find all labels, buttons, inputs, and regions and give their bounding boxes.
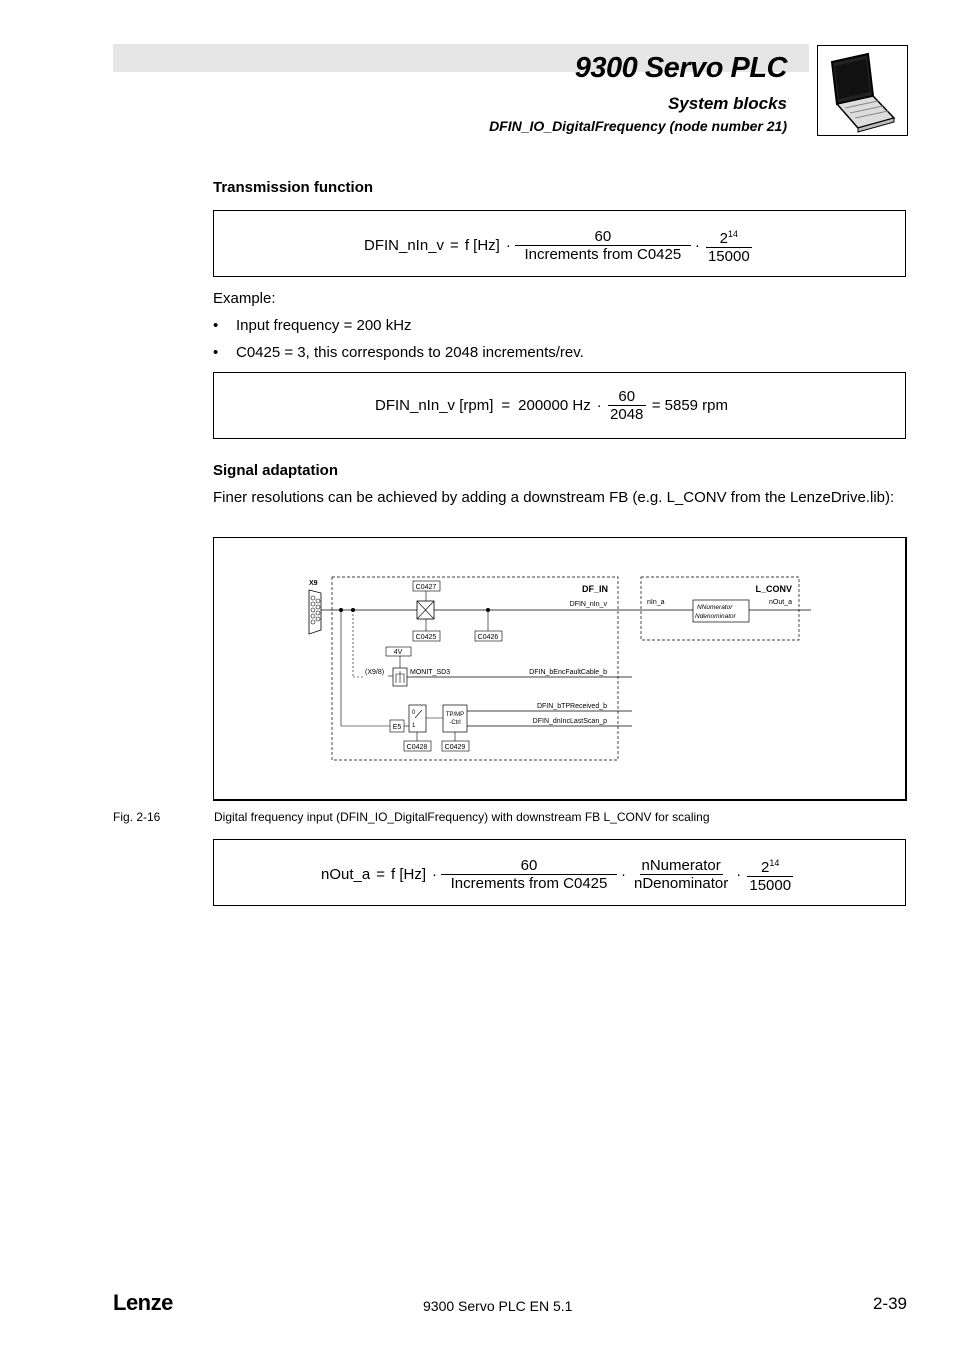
section-title: System blocks [667, 94, 787, 113]
power-exponent: 14 [727, 229, 738, 239]
formula-fraction-2 [706, 226, 752, 265]
bullet-icon: • [213, 344, 219, 361]
fraction-numerator [706, 226, 752, 248]
ndenominator-label: Ndenominator [695, 613, 736, 620]
x9-label: X9 [309, 580, 318, 587]
signal-heading: Signal adaptation [213, 462, 339, 479]
power-exponent: 14 [769, 858, 780, 868]
formula-lhs: nOut_a [321, 866, 371, 883]
list-item [213, 317, 412, 334]
list-item-text: Input frequency = 200 kHz [236, 317, 412, 334]
lconv-title: L_CONV [755, 584, 792, 594]
example-formula-box [213, 372, 906, 439]
subsection-title: DFIN_IO_DigitalFrequency (node number 21) [489, 118, 787, 134]
fraction-denominator: 15000 [749, 877, 792, 894]
formula-dot: · [505, 237, 511, 254]
example-formula [375, 388, 728, 423]
formula-fraction-3 [747, 855, 793, 894]
formula-lhs: DFIN_nIn_v [rpm] [375, 397, 494, 414]
x98-label: (X9/8) [365, 669, 385, 676]
c0429-label: C0429 [444, 744, 466, 751]
formula-fraction-1 [443, 857, 615, 892]
last-scan-label: DFIN_dnIncLastScan_p [532, 718, 607, 725]
x9-connector [309, 590, 321, 634]
fraction-numerator: nNumerator [641, 857, 721, 874]
list-item [213, 344, 584, 361]
formula-dot: · [432, 866, 437, 883]
formula-eq: = [450, 237, 459, 254]
tp-received-label: DFIN_bTPReceived_b [536, 703, 607, 710]
fraction-numerator: 60 [515, 228, 691, 246]
list-item-text: C0425 = 3, this corresponds to 2048 increments/rev. [236, 344, 584, 361]
formula-result: = 5859 rpm [651, 397, 728, 414]
fraction-denominator: 2048 [610, 406, 644, 423]
transmission-formula [364, 226, 758, 265]
formula-dot: · [621, 866, 626, 883]
c0425-label: C0425 [415, 634, 437, 641]
c0427-label: C0427 [415, 584, 437, 591]
nin-a-label: nIn_a [647, 599, 665, 606]
formula-eq: = [501, 397, 511, 414]
formula-unit: f [Hz] [464, 237, 500, 254]
c0426-label: C0426 [477, 634, 499, 641]
fault-output-label: DFIN_bEncFaultCable_b [529, 669, 607, 676]
formula-value: 200000 Hz [518, 397, 591, 414]
tpmp-label-1: TP/MP [445, 712, 465, 718]
block-diagram [213, 537, 907, 801]
fraction-denominator: Increments from C0425 [524, 246, 682, 263]
bullet-icon: • [213, 317, 219, 334]
nnumerator-label: NNumerator [697, 604, 733, 611]
laptop-icon [817, 45, 908, 136]
formula-fraction-2 [632, 857, 730, 892]
tpmp-label-2: -Ctrl [449, 720, 461, 726]
dfin-title: DF_IN [581, 584, 608, 594]
transmission-formula-box [213, 210, 906, 277]
switch-1-label: 1 [412, 723, 416, 729]
formula-eq: = [376, 866, 385, 883]
figure-caption: Digital frequency input (DFIN_IO_DigitalFrequency) with downstream FB L_CONV for scaling [214, 810, 710, 824]
fraction-numerator [747, 855, 793, 877]
formula-dot: · [596, 397, 602, 414]
formula-lhs: DFIN_nIn_v [364, 237, 445, 254]
footer-document-id: 9300 Servo PLC EN 5.1 [423, 1298, 573, 1314]
c0428-label: C0428 [406, 744, 428, 751]
lenze-logo: Lenze [113, 1290, 173, 1315]
power-base: 2 [761, 859, 770, 876]
tpmp-ctrl-box [443, 705, 467, 732]
4v-label: 4V [393, 649, 403, 656]
signal-paragraph: Finer resolutions can be achieved by adding a downstream FB (e.g. L_CONV from the LenzeDrive.lib): [213, 489, 895, 506]
dfin-nin-v-label: DFIN_nIn_v [569, 601, 607, 608]
fraction-denominator: nDenominator [634, 875, 729, 892]
output-formula [321, 855, 799, 894]
formula-fraction [608, 388, 646, 423]
example-label: Example: [213, 290, 276, 307]
formula-dot: · [694, 237, 700, 254]
nout-a-label: nOut_a [769, 599, 792, 606]
power-base: 2 [719, 230, 728, 247]
transmission-heading: Transmission function [213, 179, 374, 196]
e5-label: E5 [392, 724, 402, 731]
output-formula-box [213, 839, 906, 906]
fraction-numerator: 60 [608, 388, 646, 406]
monit-label: MONIT_SD3 [410, 669, 451, 676]
formula-unit: f [Hz] [390, 866, 426, 883]
formula-dot: · [736, 866, 742, 883]
switch-0-label: 0 [412, 710, 416, 716]
fraction-numerator: 60 [441, 857, 617, 875]
fraction-denominator: Increments from C0425 [450, 875, 608, 892]
page-number: 2-39 [872, 1294, 907, 1313]
formula-fraction-1 [517, 228, 689, 263]
page-title: 9300 Servo PLC [574, 52, 787, 84]
fraction-denominator: 15000 [707, 248, 750, 265]
figure-label: Fig. 2-16 [113, 810, 161, 824]
